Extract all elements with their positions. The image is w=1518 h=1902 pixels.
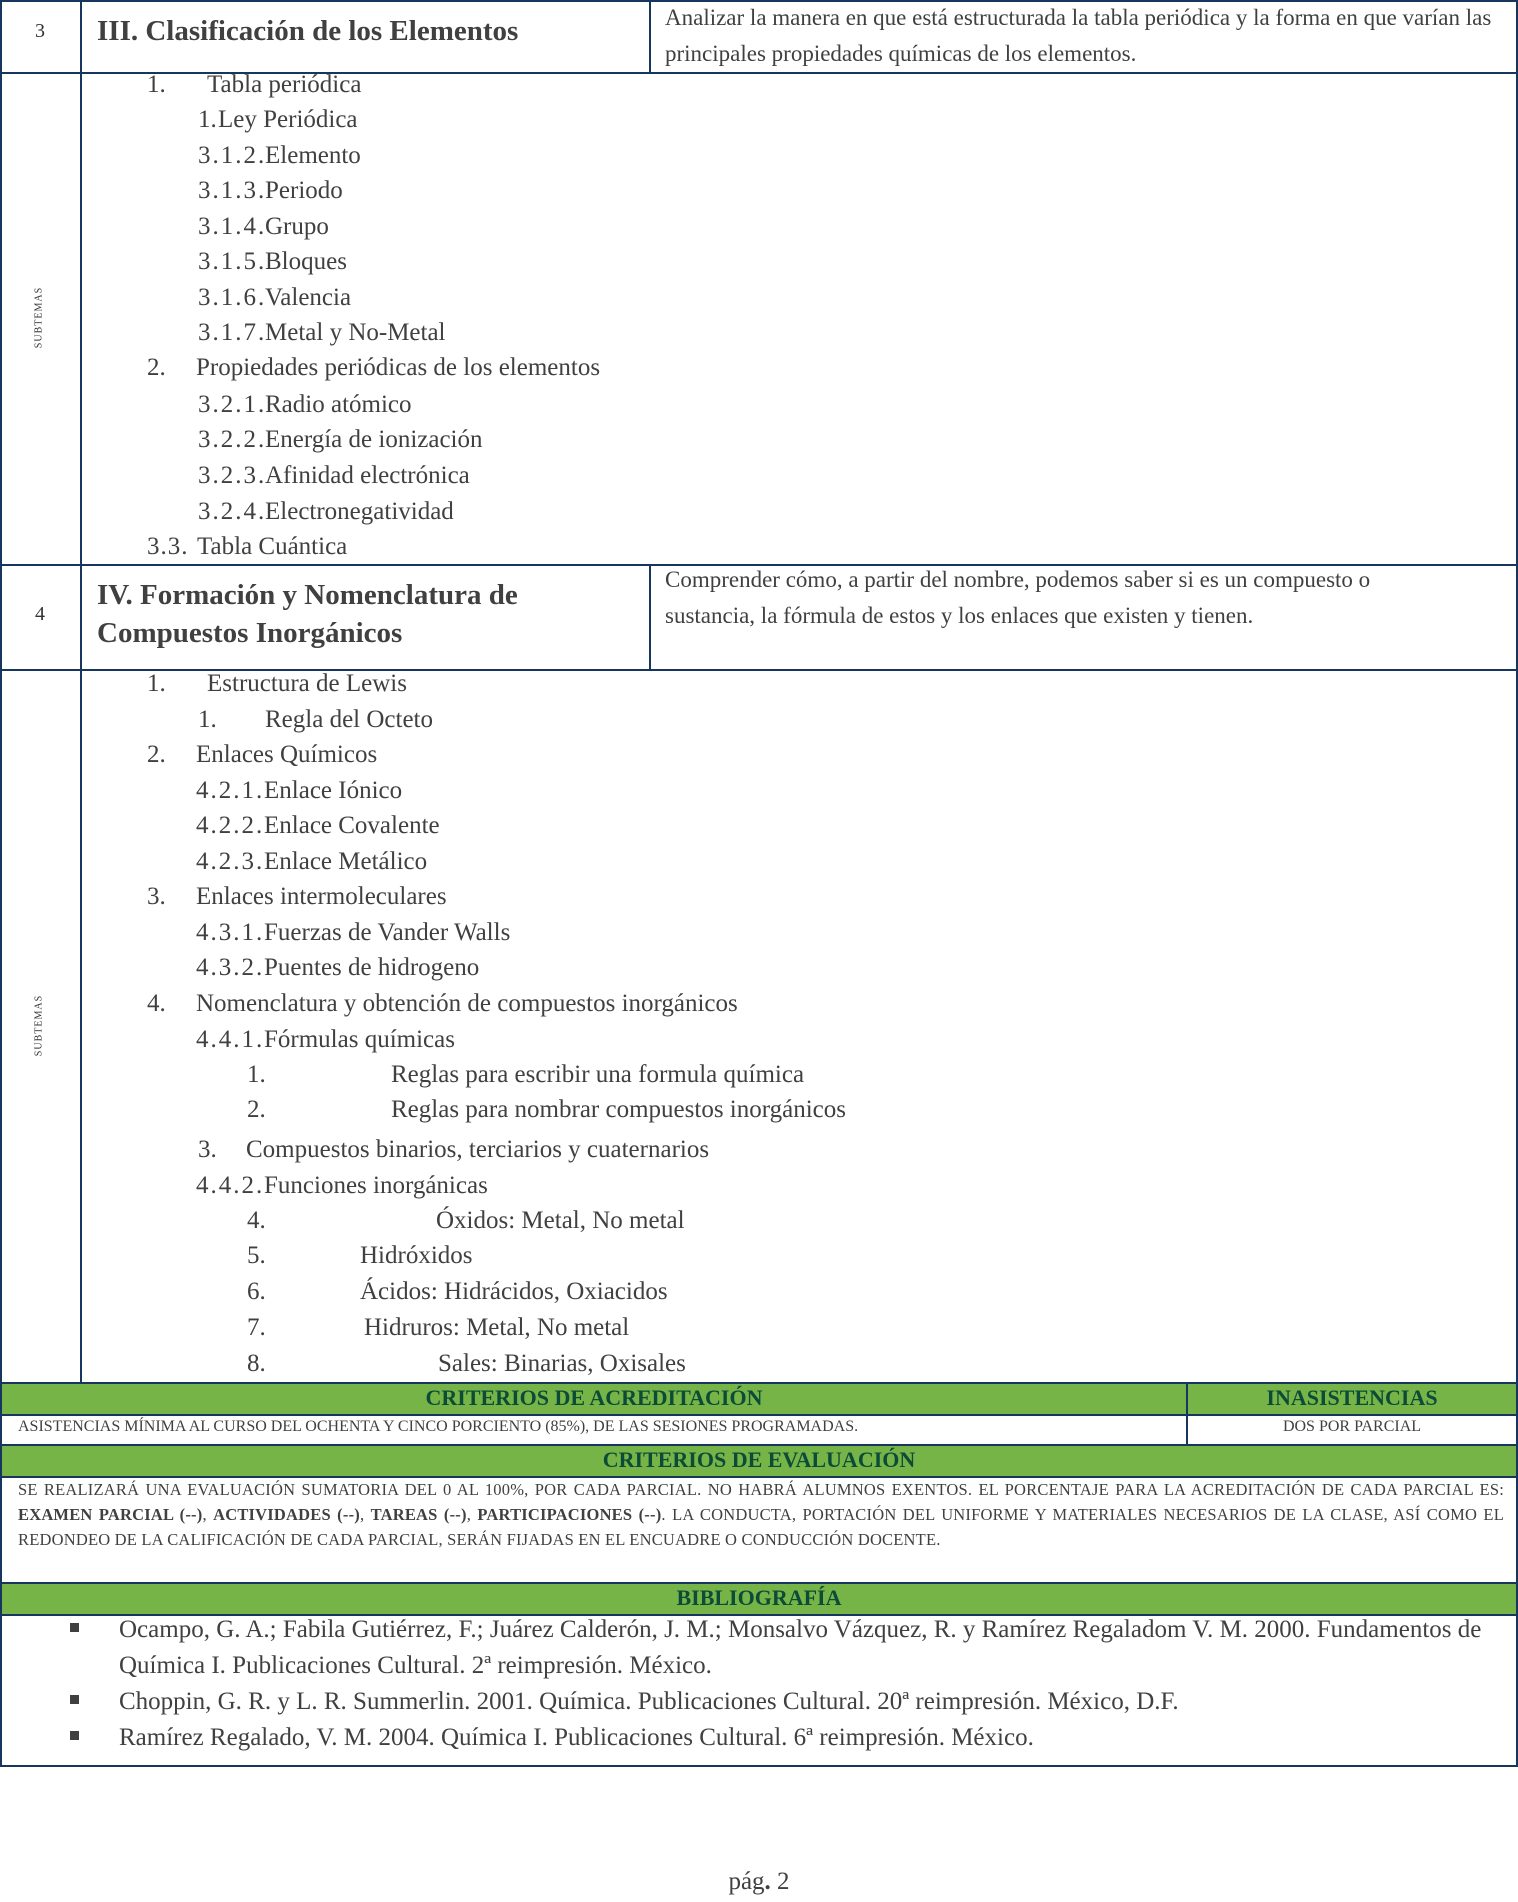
list-item-number: 1.	[198, 106, 217, 133]
list-item-number: 3.1.2.	[198, 142, 267, 169]
list-item-number: 3.2.3.	[198, 462, 267, 489]
list-item-number: 4.2.2.	[196, 812, 265, 839]
list-item-number: 4.2.1.	[196, 777, 265, 804]
list-item-number: 4.4.1.	[196, 1026, 265, 1053]
unit4-subtemas-label: SUBTEMAS	[33, 994, 45, 1057]
list-item-number: 1.	[147, 670, 166, 697]
unit3-number: 3	[35, 20, 45, 42]
page-footer	[0, 1868, 1518, 1896]
bibliography-entry: Ocampo, G. A.; Fabila Gutiérrez, F.; Juárez Calderón, J. M.; Monsalvo Vázquez, R. y Ramírez Regaladom V. M. 2000. Fundamentos de Química I. Publicaciones Cultural. 2ª reimpresión. México.	[119, 1616, 1482, 1679]
list-item-number: 4.2.3.	[196, 848, 265, 875]
list-item-number: 2.	[147, 741, 166, 768]
list-item-number: 1.	[198, 706, 217, 733]
list-item-number: 3.1.3.	[198, 177, 267, 204]
unit4-title: IV. Formación y Nomenclatura de Compuestos Inorgánicos	[97, 579, 518, 649]
tareas-weight: TAREAS (--)	[370, 1505, 467, 1524]
list-item-number: 8.	[247, 1350, 266, 1377]
list-item: Tabla Cuántica	[197, 533, 348, 560]
list-item: Óxidos: Metal, No metal	[436, 1207, 685, 1234]
list-item: Ley Periódica	[218, 106, 358, 133]
examen-parcial-weight: EXAMEN PARCIAL (--)	[18, 1505, 203, 1524]
list-item-number: 2.	[147, 354, 166, 381]
list-item: Regla del Octeto	[265, 706, 433, 733]
list-item: Enlace Metálico	[264, 848, 428, 875]
list-item-number: 4.3.2.	[196, 954, 265, 981]
list-item: Energía de ionización	[265, 426, 483, 453]
list-item-number: 4.4.2.	[196, 1172, 265, 1199]
list-item: Electronegatividad	[265, 498, 454, 525]
list-item: Compuestos binarios, terciarios y cuaternarios	[246, 1136, 710, 1163]
evaluacion-text-b: . LA CONDUCTA, PORTACIÓN DEL UNIFORME Y MATERIALES NECESARIOS DE LA CLASE, ASÍ COMO EL REDONDEO DE LA CALIFICACIÓN DE CADA PARCIAL, SERÁN FIJADAS EN EL ENCUADRE O CONDUCCIÓN DOCENTE.	[18, 1505, 1504, 1549]
list-item: Periodo	[265, 177, 343, 204]
list-item-number: 4.	[247, 1207, 266, 1234]
separator: ,	[202, 1505, 214, 1524]
list-item-number: 3.2.4.	[198, 498, 267, 525]
bullet-icon	[70, 1695, 79, 1704]
unit4-number: 4	[35, 603, 45, 625]
list-item: Afinidad electrónica	[265, 462, 470, 489]
list-item: Enlaces Químicos	[196, 741, 378, 768]
inasistencias-header: INASISTENCIAS	[1186, 1382, 1518, 1416]
list-item: Hidróxidos	[360, 1242, 473, 1269]
list-item: Grupo	[265, 213, 329, 240]
list-item: Enlaces intermoleculares	[196, 883, 447, 910]
separator: ,	[466, 1505, 478, 1524]
list-item-number: 3.1.4.	[198, 213, 267, 240]
list-item-number: 4.	[147, 990, 166, 1017]
list-item-number: 3.1.5.	[198, 248, 267, 275]
bibliography-entry: Choppin, G. R. y L. R. Summerlin. 2001. Química. Publicaciones Cultural. 20ª reimpresión. México, D.F.	[119, 1688, 1179, 1715]
bibliography-entry: Ramírez Regalado, V. M. 2004. Química I. Publicaciones Cultural. 6ª reimpresión. México.	[119, 1724, 1034, 1751]
list-item-number: 4.3.1.	[196, 919, 265, 946]
list-item: Enlace Covalente	[264, 812, 440, 839]
list-item-number: 7.	[247, 1314, 266, 1341]
unit4-objective: Comprender cómo, a partir del nombre, podemos saber si es un compuesto o sustancia, la fórmula de estos y los enlaces que existen y tienen.	[665, 567, 1371, 628]
unit3-title: III. Clasificación de los Elementos	[97, 15, 519, 47]
list-item-number: 3.2.2.	[198, 426, 267, 453]
unit3-subtemas-label: SUBTEMAS	[33, 286, 45, 349]
bibliografia-header: BIBLIOGRAFÍA	[0, 1582, 1518, 1616]
list-item: Reglas para nombrar compuestos inorgánicos	[391, 1096, 846, 1123]
inasistencias-text: DOS POR PARCIAL	[1282, 1418, 1422, 1435]
list-item: Tabla periódica	[207, 71, 362, 98]
list-item-number: 1.	[147, 71, 166, 98]
bullet-icon	[70, 1731, 79, 1740]
list-item: Bloques	[265, 248, 347, 275]
list-item: Enlace Iónico	[264, 777, 403, 804]
list-item: Fuerzas de Vander Walls	[264, 919, 511, 946]
list-item: Estructura de Lewis	[207, 670, 407, 697]
list-item: Elemento	[265, 142, 361, 169]
list-item: Funciones inorgánicas	[264, 1172, 488, 1199]
list-item-number: 3.	[147, 883, 166, 910]
acreditacion-header: CRITERIOS DE ACREDITACIÓN	[0, 1382, 1188, 1416]
list-item-number: 5.	[247, 1242, 266, 1269]
list-item: Ácidos: Hidrácidos, Oxiacidos	[360, 1278, 668, 1305]
list-item: Sales: Binarias, Oxisales	[438, 1350, 686, 1377]
list-item-number: 6.	[247, 1278, 266, 1305]
page-dot: .	[764, 1868, 771, 1895]
acreditacion-text: ASISTENCIAS MÍNIMA AL CURSO DEL OCHENTA Y CINCO PORCIENTO (85%), DE LAS SESIONES PROGRAMADAS.	[18, 1418, 859, 1435]
page-label: pág	[728, 1868, 765, 1895]
unit3-objective: Analizar la manera en que está estructurada la tabla periódica y la forma en que varían las principales propiedades químicas de los elementos.	[665, 5, 1492, 66]
list-item: Metal y No-Metal	[265, 319, 446, 346]
evaluacion-header: CRITERIOS DE EVALUACIÓN	[0, 1444, 1518, 1478]
list-item: Puentes de hidrogeno	[264, 954, 480, 981]
page-number: 2	[777, 1868, 790, 1895]
actividades-weight: ACTIVIDADES (--)	[213, 1505, 360, 1524]
list-item-number: 1.	[247, 1061, 266, 1088]
evaluacion-text	[18, 1477, 1504, 1552]
list-item: Reglas para escribir una formula química	[391, 1061, 805, 1088]
evaluacion-text-a: SE REALIZARÁ UNA EVALUACIÓN SUMATORIA DEL 0 AL 100%, POR CADA PARCIAL. NO HABRÁ ALUMNOS EXENTOS. EL PORCENTAJE PARA LA ACREDITACIÓN DE CADA PARCIAL ES:	[18, 1480, 1504, 1499]
list-item-number: 3.	[198, 1136, 217, 1163]
list-item: Valencia	[265, 284, 352, 311]
list-item-number: 2.	[247, 1096, 266, 1123]
list-item: Hidruros: Metal, No metal	[364, 1314, 630, 1341]
list-item-number: 3.3.	[147, 533, 189, 560]
separator: ,	[359, 1505, 371, 1524]
list-item-number: 3.1.6.	[198, 284, 267, 311]
list-item: Radio atómico	[265, 391, 412, 418]
list-item: Fórmulas químicas	[264, 1026, 455, 1053]
list-item-number: 3.2.1.	[198, 391, 267, 418]
bullet-icon	[70, 1623, 79, 1632]
list-item-number: 3.1.7.	[198, 319, 267, 346]
list-item: Nomenclatura y obtención de compuestos inorgánicos	[196, 990, 738, 1017]
list-item: Propiedades periódicas de los elementos	[196, 354, 601, 381]
participaciones-weight: PARTICIPACIONES (--)	[477, 1505, 662, 1524]
